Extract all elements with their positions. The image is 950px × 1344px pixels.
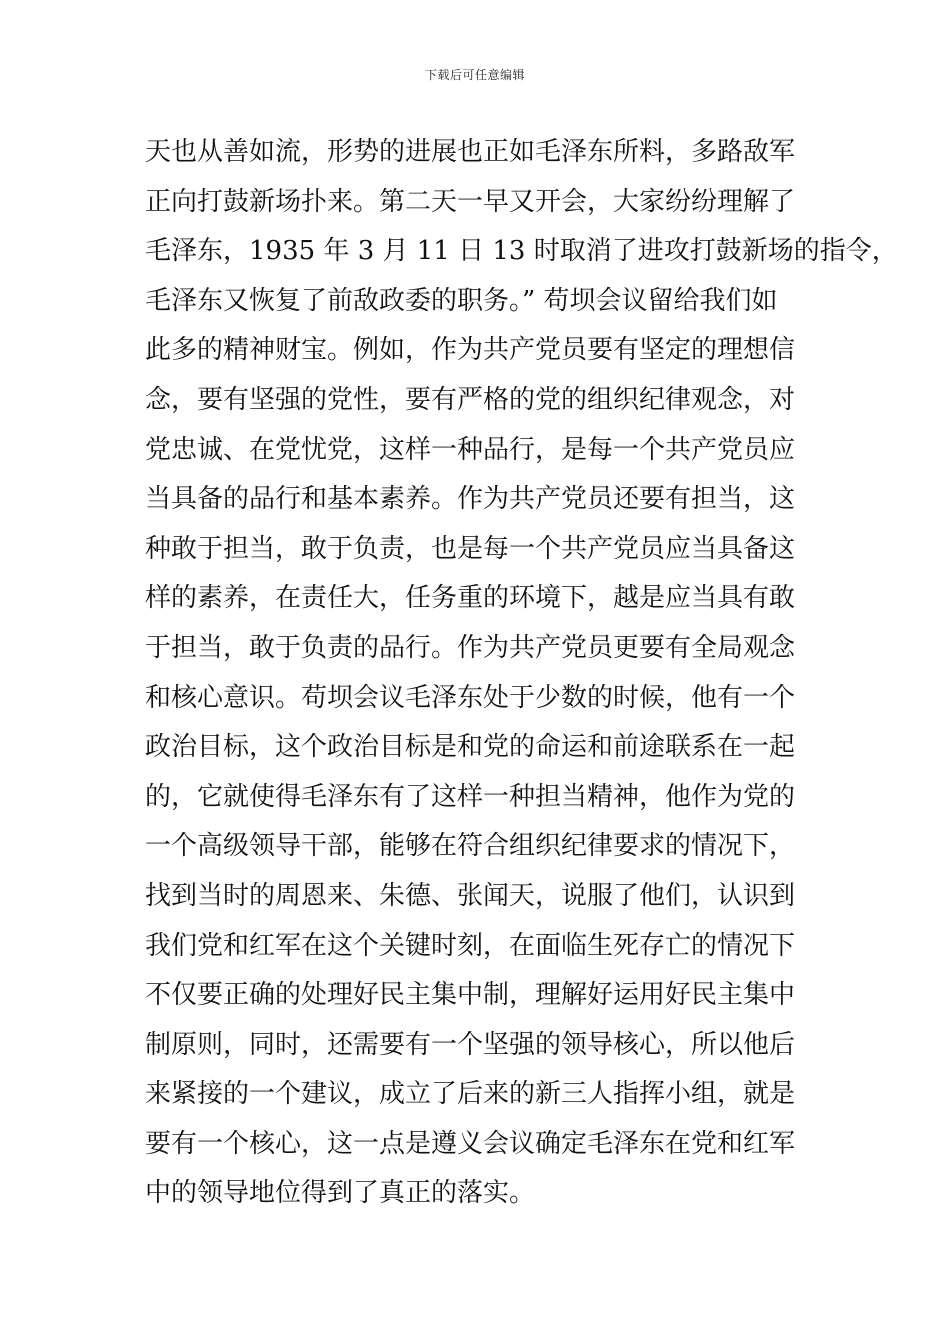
text-line: 此多的精神财宝。例如，作为共产党员要有坚定的理想信 (145, 335, 796, 366)
text-line: 我们党和红军在这个关键时刻，在面临生死存亡的情况下 (145, 930, 796, 961)
text-line: 毛泽东，1935 年 3 月 11 日 13 时取消了进攻打鼓新场的指令， (145, 236, 898, 267)
body-text (145, 128, 898, 1219)
text-line: 一个高级领导干部，能够在符合组织纪律要求的情况下， (145, 831, 796, 862)
text-line: 天也从善如流，形势的进展也正如毛泽东所料，多路敌军 (145, 137, 796, 167)
text-line: 党忠诚、在党忧党，这样一种品行，是每一个共产党员应 (145, 434, 796, 465)
text-line: 来紧接的一个建议，成立了后来的新三人指挥小组，就是 (145, 1079, 796, 1110)
text-line: 样的素养，在责任大，任务重的环境下，越是应当具有敢 (145, 583, 796, 614)
text-line: 念，要有坚强的党性，要有严格的党的组织纪律观念，对 (145, 384, 796, 415)
text-line: 中的领导地位得到了真正的落实。 (145, 1178, 536, 1209)
text-line: 的，它就使得毛泽东有了这样一种担当精神，他作为党的 (145, 781, 796, 812)
text-line: 毛泽东又恢复了前敌政委的职务。” 苟坝会议留给我们如 (145, 285, 778, 316)
text-line: 找到当时的周恩来、朱德、张闻天，说服了他们，认识到 (145, 880, 796, 911)
text-line: 和核心意识。苟坝会议毛泽东处于少数的时候，他有一个 (145, 682, 796, 713)
text-line: 要有一个核心，这一点是遵义会议确定毛泽东在党和红军 (145, 1128, 796, 1159)
text-line: 制原则，同时，还需要有一个坚强的领导核心，所以他后 (145, 1029, 796, 1060)
text-line: 于担当，敢于负责的品行。作为共产党员更要有全局观念 (145, 632, 796, 663)
text-line: 正向打鼓新场扑来。第二天一早又开会，大家纷纷理解了 (145, 186, 796, 217)
page-header: 下载后可任意编辑 (424, 68, 525, 82)
text-line: 政治目标，这个政治目标是和党的命运和前途联系在一起 (145, 732, 796, 763)
text-line: 不仅要正确的处理好民主集中制，理解好运用好民主集中 (145, 980, 796, 1011)
text-line: 当具备的品行和基本素养。作为共产党员还要有担当，这 (145, 484, 796, 515)
text-line: 种敢于担当，敢于负责，也是每一个共产党员应当具备这 (145, 533, 796, 564)
